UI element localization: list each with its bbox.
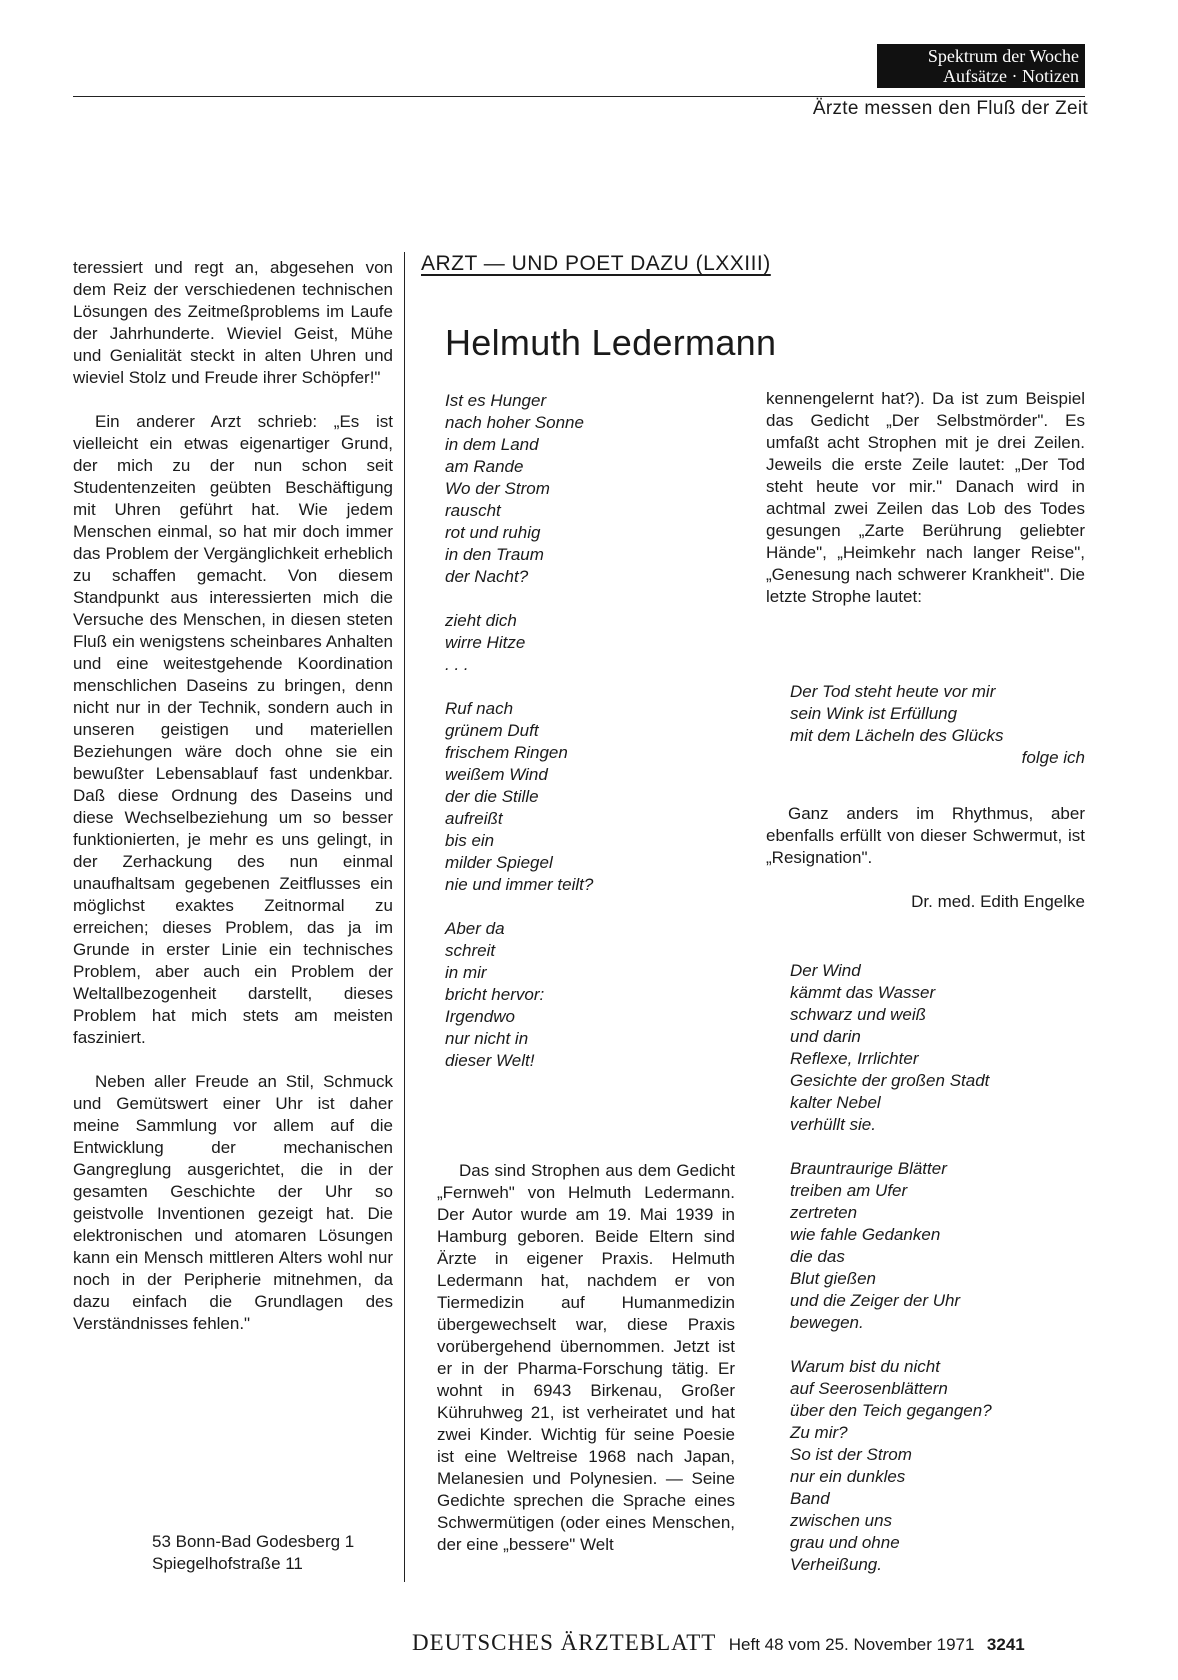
poem-stanza (445, 390, 593, 588)
section-badge-line2: Aufsätze · Notizen (943, 66, 1079, 86)
column-divider (404, 252, 405, 1582)
poem-stanza (445, 610, 593, 676)
section-badge (877, 44, 1085, 88)
poem-line: milder Spiegel (445, 853, 553, 872)
poem-line: Zu mir? (790, 1423, 848, 1442)
poem-line: nur ein dunkles (790, 1467, 906, 1486)
section-badge-line1: Spektrum der Woche (927, 46, 1079, 66)
poem-line: Gesichte der großen Stadt (790, 1071, 990, 1090)
poem-line: verhüllt sie. (790, 1115, 876, 1134)
poem-line: mit dem Lächeln des Glücks (790, 726, 1004, 745)
poem-line: zertreten (790, 1203, 858, 1222)
poem-line: So ist der Strom (790, 1445, 912, 1464)
poem-line: aufreißt (445, 809, 503, 828)
paragraph: Neben aller Freude an Stil, Schmuck und Gemütswert einer Uhr ist daher meine Sammlung vor allem auf die Entwicklung der mechanischen Gangreglung ausgerichtet, die in der gesamten Geschichte der Uhr so geistvolle Inventionen gezeigt hat. Die elektronischen und atomaren Lösungen kann ein Mensch mittleren Alters wohl nur noch in der Peripherie mitnehmen, da dazu einfach die Grundlagen des Verständnisses fehlen." (73, 1072, 393, 1333)
header-rule (73, 96, 1085, 97)
poem-line: wirre Hitze (445, 633, 526, 652)
poem-line: nur nicht in (445, 1029, 529, 1048)
series-heading: ARZT — UND POET DAZU (LXXIII) (421, 252, 771, 275)
running-title: Ärzte messen den Fluß der Zeit (812, 98, 1088, 119)
issue-info: Heft 48 vom 25. November 1971 (728, 1635, 975, 1654)
poem-line: kalter Nebel (790, 1093, 881, 1112)
poem-line: schwarz und weiß (790, 1005, 927, 1024)
right-column (766, 388, 1085, 608)
poem-line: in dem Land (445, 435, 539, 454)
address-line: Spiegelhofstraße 11 (152, 1554, 303, 1573)
poem-line: rot und ruhig (445, 523, 541, 542)
page-number: 3241 (986, 1635, 1025, 1654)
poem-stanza (445, 918, 593, 1072)
poem-line: Reflexe, Irrlichter (790, 1049, 919, 1068)
address-line: 53 Bonn-Bad Godesberg 1 (152, 1532, 355, 1551)
poem-line: Aber da (445, 919, 505, 938)
address (152, 1531, 354, 1575)
poem-line: in den Traum (445, 545, 544, 564)
poem-line: auf Seerosenblättern (790, 1379, 948, 1398)
poem-line: die das (790, 1247, 845, 1266)
poem-line: Ist es Hunger (445, 391, 547, 410)
poem-line: grünem Duft (445, 721, 539, 740)
poem-line: Brauntraurige Blätter (790, 1159, 947, 1178)
poem-line: . . . (445, 655, 469, 674)
poem-line: Verheißung. (790, 1555, 882, 1574)
poem-line: Der Tod steht heute vor mir (790, 682, 996, 701)
poem-line: der die Stille (445, 787, 539, 806)
poem-line: schreit (445, 941, 496, 960)
poem-line: treiben am Ufer (790, 1181, 908, 1200)
poem-line: weißem Wind (445, 765, 548, 784)
quoted-stanza (790, 681, 1085, 769)
poem-line: bewegen. (790, 1313, 864, 1332)
poem-line: und die Zeiger der Uhr (790, 1291, 961, 1310)
poem-line: Band (790, 1489, 830, 1508)
paragraph: Ein anderer Arzt schrieb: „Es ist vielleicht ein etwas eigenartiger Grund, der mich zu der nun schon seit Studentenzeiten geübten Beschäftigung mit Uhren geführt hat. Wie jedem Menschen einmal, so hat mir doch immer das Problem der Vergänglichkeit erheblich zu schaffen gemacht. Von diesem Standpunkt aus interessierten mich die Versuche des Menschen, in diesen steten Fluß ein wenigstens scheinbares Anhalten und eine weitestgehende Koordination menschlichen Daseins zu bringen, denn nicht nur in der Technik, sondern auch in unseren geistigen und materiellen Beziehungen wäre doch ohne sie ein bewußter Lebensablauf fast undenkbar. Daß diese Ordnung des Daseins und diese Wechselbeziehung um so besser funktionierten, je mehr es uns gelingt, in der Zerhackung des nun einmal unaufhaltsam gegebenen Zeitflusses ein möglichst exaktes Zeitnormal zu erreichen; dieses Problem, das ja im Grunde in erster Linie ein technisches Problem, aber auch ein Problem der Weltallbezogenheit darstellt, dieses Problem hat mich stets am meisten fasziniert. (73, 412, 393, 1047)
author-signature: Dr. med. Edith Engelke (911, 892, 1085, 911)
journal-name: DEUTSCHES ÄRZTEBLATT (412, 1630, 717, 1655)
poem-line: nach hoher Sonne (445, 413, 584, 432)
poem-line: folge ich (1021, 748, 1085, 767)
poem-line: frischem Ringen (445, 743, 568, 762)
poem-line: Blut gießen (790, 1269, 876, 1288)
poem-line: über den Teich gegangen? (790, 1401, 992, 1420)
paragraph: kennengelernt hat?). Da ist zum Beispiel das Gedicht „Der Selbstmörder". Es umfaßt acht Strophen mit je drei Zeilen. Jeweils die erste Zeile lautet: „Der Tod steht heute vor mir." Danach wird in achtmal zwei Zeilen das Lob des Todes gesungen „Zarte Berührung geliebter Hände", „Heimkehr nach langer Reise", „Genesung nach schwerer Krankheit". Die letzte Strophe lautet: (766, 389, 1085, 606)
poem-line: bricht hervor: (445, 985, 545, 1004)
poem-line: bis ein (445, 831, 495, 850)
poem-line: sein Wink ist Erfüllung (790, 704, 958, 723)
poem-stanza (790, 960, 992, 1136)
poem-line: Ruf nach (445, 699, 514, 718)
poem-fernweh (445, 390, 593, 1072)
left-column (73, 257, 393, 1335)
poem-line: wie fahle Gedanken (790, 1225, 941, 1244)
poem-stanza (445, 698, 593, 896)
poem-line: Warum bist du nicht (790, 1357, 940, 1376)
poem-resignation (790, 960, 992, 1576)
poem-line: rauscht (445, 501, 501, 520)
poem-line: Der Wind (790, 961, 861, 980)
poem-line: zieht dich (445, 611, 517, 630)
poem-stanza (790, 1356, 992, 1576)
poem-stanza (790, 1158, 992, 1334)
poem-line: dieser Welt! (445, 1051, 535, 1070)
poem-line: Wo der Strom (445, 479, 550, 498)
paragraph: teressiert und regt an, abgesehen von dem Reiz der verschiedenen technischen Lösungen des Zeitmeßproblems im Laufe der Jahrhunderte. Wieviel Geist, Mühe und Genialität steckt in alten Uhren und wieviel Stolz und Freude ihrer Schöpfer!" (73, 258, 393, 387)
poem-line: in mir (445, 963, 487, 982)
poem-line: und darin (790, 1027, 861, 1046)
poem-line: zwischen uns (790, 1511, 893, 1530)
poem-line: kämmt das Wasser (790, 983, 936, 1002)
poem-line: grau und ohne (790, 1533, 900, 1552)
poem-line: der Nacht? (445, 567, 529, 586)
poem-line: Irgendwo (445, 1007, 515, 1026)
middle-column (437, 1160, 735, 1556)
poem-line: am Rande (445, 457, 524, 476)
page-footer (412, 1630, 1025, 1656)
poem-line: nie und immer teilt? (445, 875, 594, 894)
paragraph: Das sind Strophen aus dem Gedicht „Fernweh" von Helmuth Ledermann. Der Autor wurde am 19. Mai 1939 in Hamburg geboren. Beide Eltern sind Ärzte in eigener Praxis. Helmuth Ledermann hat, nachdem er von Tiermedizin auf Humanmedizin übergewechselt war, diese Praxis vorübergehend übernommen. Jetzt ist er in der Pharma-Forschung tätig. Er wohnt in 6943 Birkenau, Großer Kühruhweg 21, ist verheiratet und hat zwei Kinder. Wichtig für seine Poesie ist eine Weltreise 1968 nach Japan, Melanesien und Polynesien. — Seine Gedichte sprechen die Sprache eines Schwermütigen (oder eines Menschen, der eine „bessere" Welt (437, 1161, 735, 1554)
article-title: Helmuth Ledermann (445, 322, 777, 363)
paragraph: Ganz anders im Rhythmus, aber ebenfalls erfüllt von dieser Schwermut, ist „Resignation". (766, 804, 1085, 867)
right-column-continued (766, 803, 1085, 869)
